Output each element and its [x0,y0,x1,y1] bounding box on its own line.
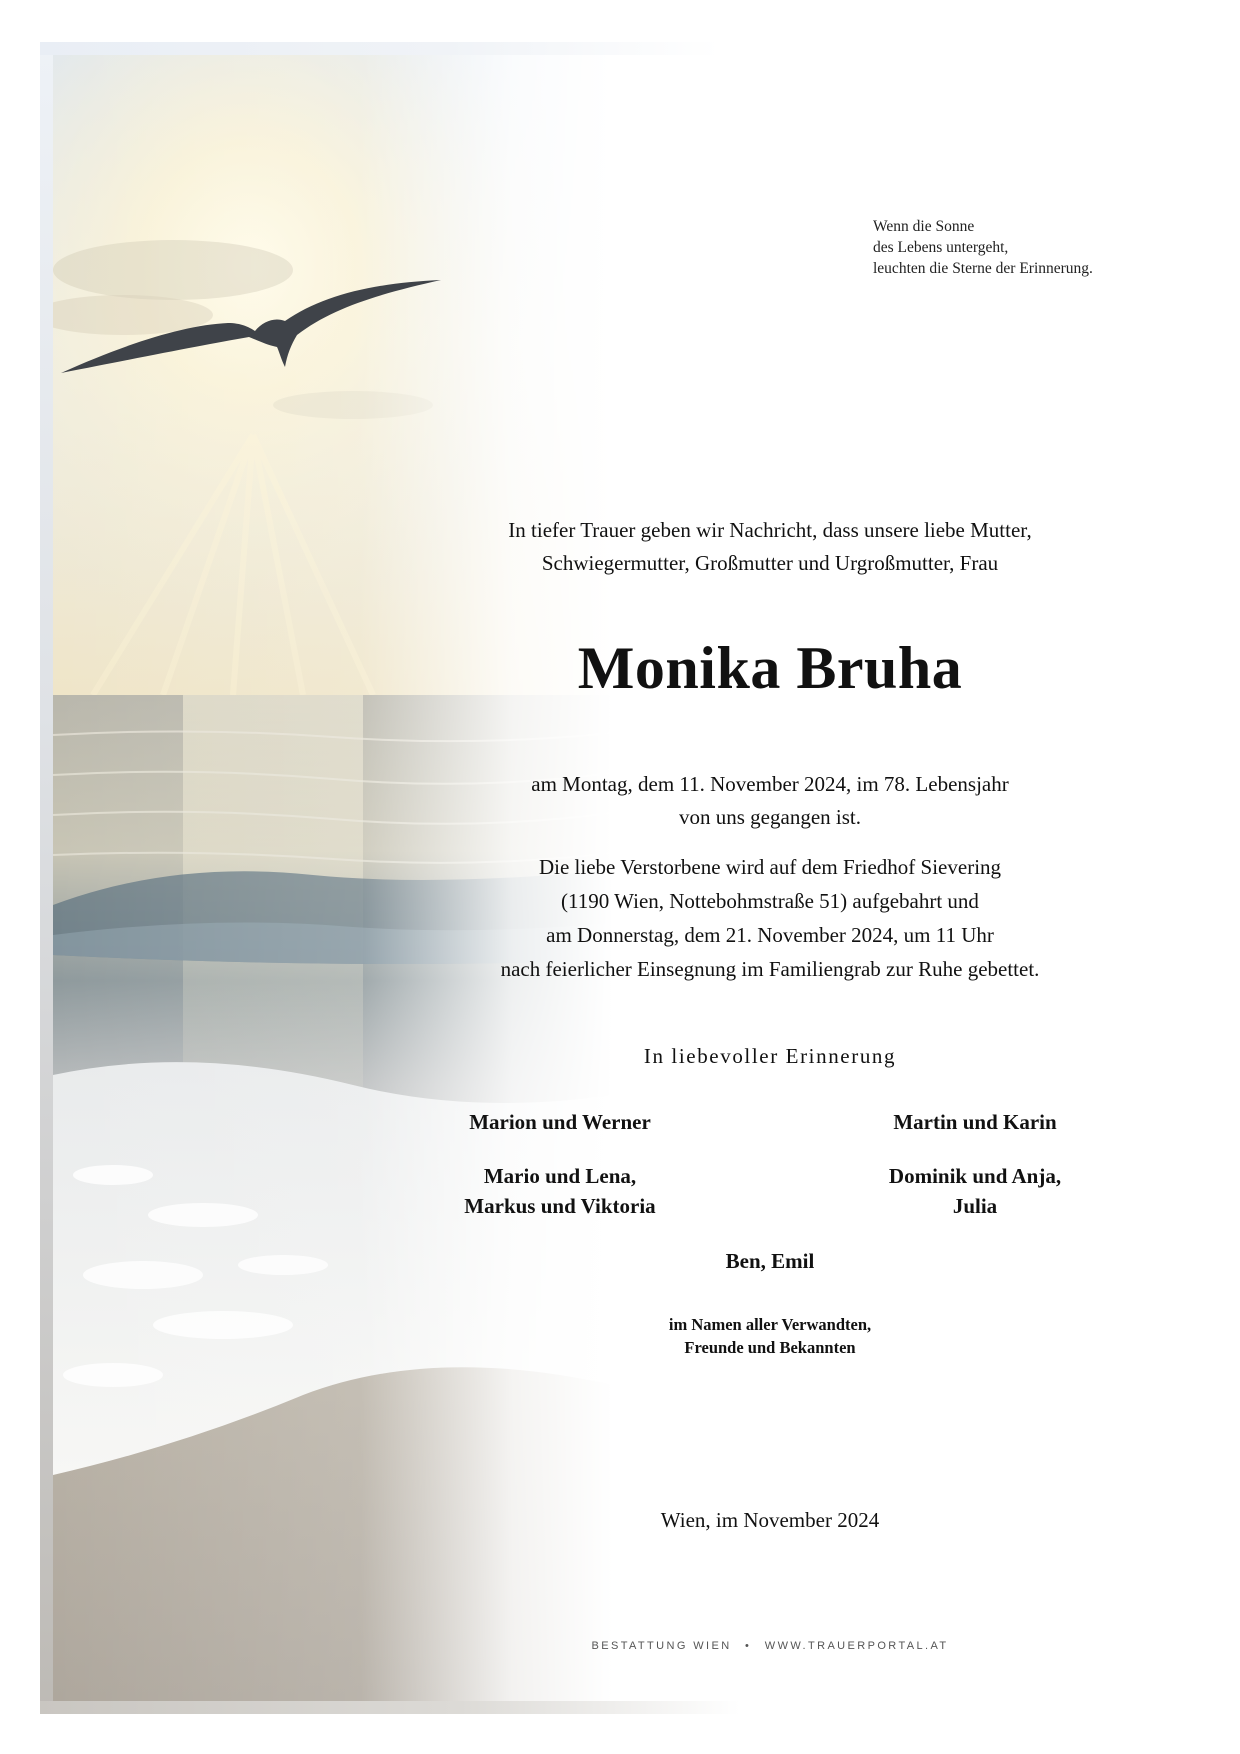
death-line: von uns gegangen ist. [679,805,861,829]
funeral-line: Die liebe Verstorbene wird auf dem Friedhof Sievering [538,855,1002,879]
funeral-line: (1190 Wien, Nottebohmstraße 51) aufgebahrt und [561,889,979,913]
intro-line: Schwiegermutter, Großmutter und Urgroßmutter, Frau [541,551,999,575]
mourner-name: Marion und Werner [469,1110,651,1134]
mourner-entry [605,1246,935,1276]
quote-line: des Lebens untergeht, [873,239,1009,256]
mourner-entry [395,1107,725,1137]
quote-line: leuchten die Sterne der Erinnerung. [873,260,1093,277]
footer-credit [520,1640,1020,1652]
deceased-name: Monika Bruha [577,635,963,701]
funeral-info [430,850,1110,986]
frame-edge-left [40,42,53,1714]
footer-separator: • [745,1640,752,1652]
closing-line: Freunde und Bekannten [684,1338,856,1357]
mourner-entry [395,1161,725,1221]
funeral-line: am Donnerstag, dem 21. November 2024, um 11 Uhr [546,923,994,947]
closing-line: im Namen aller Verwandten, [668,1315,872,1334]
intro-line: In tiefer Trauer geben wir Nachricht, dass unsere liebe Mutter, [508,518,1032,542]
mourner-name: Ben, Emil [725,1249,815,1273]
mourner-name: Markus und Viktoria [464,1194,656,1218]
mourner-entry [810,1107,1140,1137]
mourner-name: Dominik und Anja, [888,1164,1062,1188]
footer-link[interactable]: WWW.TRAUERPORTAL.AT [764,1640,949,1652]
memorial-quote [873,216,1193,279]
funeral-line: nach feierlicher Einsegnung im Familiengrab zur Ruhe gebettet. [500,957,1040,981]
mourner-name: Julia [952,1194,998,1218]
mourner-name: Mario und Lena, [483,1164,637,1188]
announcement-intro [430,514,1110,580]
mourner-name: Martin und Karin [893,1110,1057,1134]
footer-brand: BESTATTUNG WIEN [591,1640,732,1652]
closing-note [430,1313,1110,1359]
death-info [430,768,1110,834]
quote-line: Wenn die Sonne [873,218,975,235]
memory-heading: In liebevoller Erinnerung [643,1044,897,1068]
frame-edge-bottom [40,1701,740,1714]
frame-edge-top [40,42,720,55]
death-line: am Montag, dem 11. November 2024, im 78. Lebensjahr [531,772,1009,796]
place-date: Wien, im November 2024 [660,1508,880,1532]
mourner-entry [810,1161,1140,1221]
